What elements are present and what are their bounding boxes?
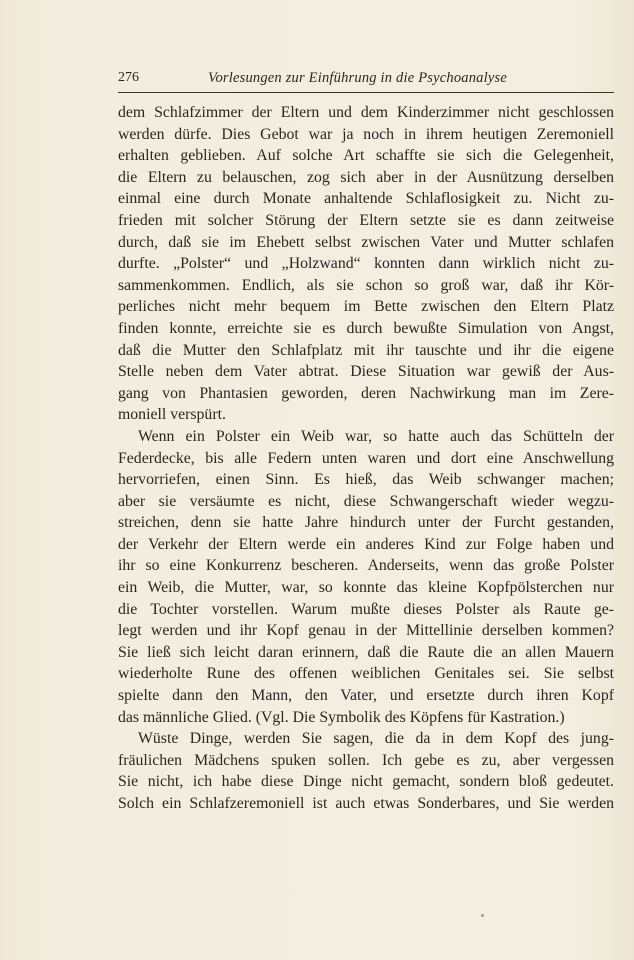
text-line: ein Weib, die Mutter, war, so konnte das kleine Kopfpölsterchen nur xyxy=(118,579,614,597)
text-line: Sie nicht, ich habe diese Dinge nicht gemacht, sondern bloß gedeutet. xyxy=(118,773,614,791)
text-line: spielte dann den Mann, den Vater, und ersetzte durch ihren Kopf xyxy=(118,687,614,705)
text-line: dem Schlafzimmer der Eltern und dem Kinderzimmer nicht geschlossen xyxy=(118,104,614,121)
text-line: ihr so eine Konkurrenz bescheren. Anderseits, wenn das große Polster xyxy=(118,557,614,575)
text-line: hervorriefen, einen Sinn. Es hieß, das Weib schwanger machen; xyxy=(118,471,614,489)
text-line: der Verkehr der Eltern werde ein anderes Kind zur Folge haben und xyxy=(118,535,614,553)
paragraph-end-line: moniell verspürt. xyxy=(118,406,226,424)
text-line: die Tochter vorstellen. Warum mußte dieses Polster als Raute ge- xyxy=(118,600,614,618)
page-number: 276 xyxy=(118,70,139,85)
paragraph-start-line: Wüste Dinge, werden Sie sagen, die da in dem Kopf des jung- xyxy=(138,730,614,748)
text-line: gang von Phantasien geworden, deren Nachwirkung man im Zere- xyxy=(118,384,614,402)
text-line: einmal eine durch Monate anhaltende Schlaflosigkeit zu. Nicht zu- xyxy=(118,190,614,208)
text-line: wiederholte Rune des offenen weiblichen Genitales sei. Sie selbst xyxy=(118,665,614,683)
text-line: frieden mit solcher Störung der Eltern setzte sie es dann zeitweise xyxy=(118,211,614,229)
page-header xyxy=(118,70,614,93)
text-line: aber sie versäumte es nicht, diese Schwangerschaft wieder wegzu- xyxy=(118,492,614,510)
text-line: Federdecke, bis alle Federn unten waren und dort eine Anschwellung xyxy=(118,449,614,467)
text-line: durch, daß sie im Ehebett selbst zwischen Vater und Mutter schlafen xyxy=(118,233,614,251)
text-line: finden konnte, erreichte sie es durch bewußte Simulation von Angst, xyxy=(118,319,614,337)
text-line: werden dürfe. Dies Gebot war ja noch in ihrem heutigen Zeremoniell xyxy=(118,125,614,143)
paragraph-start-line: Wenn ein Polster ein Weib war, so hatte auch das Schütteln der xyxy=(138,427,614,445)
text-line: streichen, denn sie hatte Jahre hindurch unter der Furcht gestanden, xyxy=(118,514,614,532)
text-line: Solch ein Schlafzeremoniell ist auch etwas Sonderbares, und Sie werden xyxy=(118,795,614,812)
text-line: die Eltern zu belauschen, zog sich aber in der Ausnützung derselben xyxy=(118,168,614,186)
paragraph-end-line: das männliche Glied. (Vgl. Die Symbolik des Köpfens für Kastration.) xyxy=(118,708,565,726)
text-line: daß die Mutter den Schlafplatz mit ihr tauschte und ihr die eigene xyxy=(118,341,614,359)
body-text xyxy=(118,102,614,815)
text-line: legt werden und ihr Kopf genau in der Mittellinie derselben kommen? xyxy=(118,622,614,640)
paper-speck xyxy=(481,914,484,917)
running-title: Vorlesungen zur Einführung in die Psychoanalyse xyxy=(208,70,507,86)
text-line: Stelle neben dem Vater abtrat. Diese Situation war gewiß der Aus- xyxy=(118,363,614,381)
text-line: Sie ließ sich leicht daran erinnern, daß die Raute die an allen Mauern xyxy=(118,643,614,661)
text-line: erhalten geblieben. Auf solche Art schaffte sie sich die Gelegenheit, xyxy=(118,147,614,165)
text-line: perliches nicht mehr bequem im Bette zwischen den Eltern Platz xyxy=(118,298,614,316)
text-line: fräulichen Mädchens spuken sollen. Ich gebe es zu, aber vergessen xyxy=(118,751,614,769)
text-line: durfte. „Polster“ und „Holzwand“ konnten dann wirklich nicht zu- xyxy=(118,255,614,273)
text-line: sammenkommen. Endlich, als sie schon so groß war, daß ihr Kör- xyxy=(118,276,614,294)
